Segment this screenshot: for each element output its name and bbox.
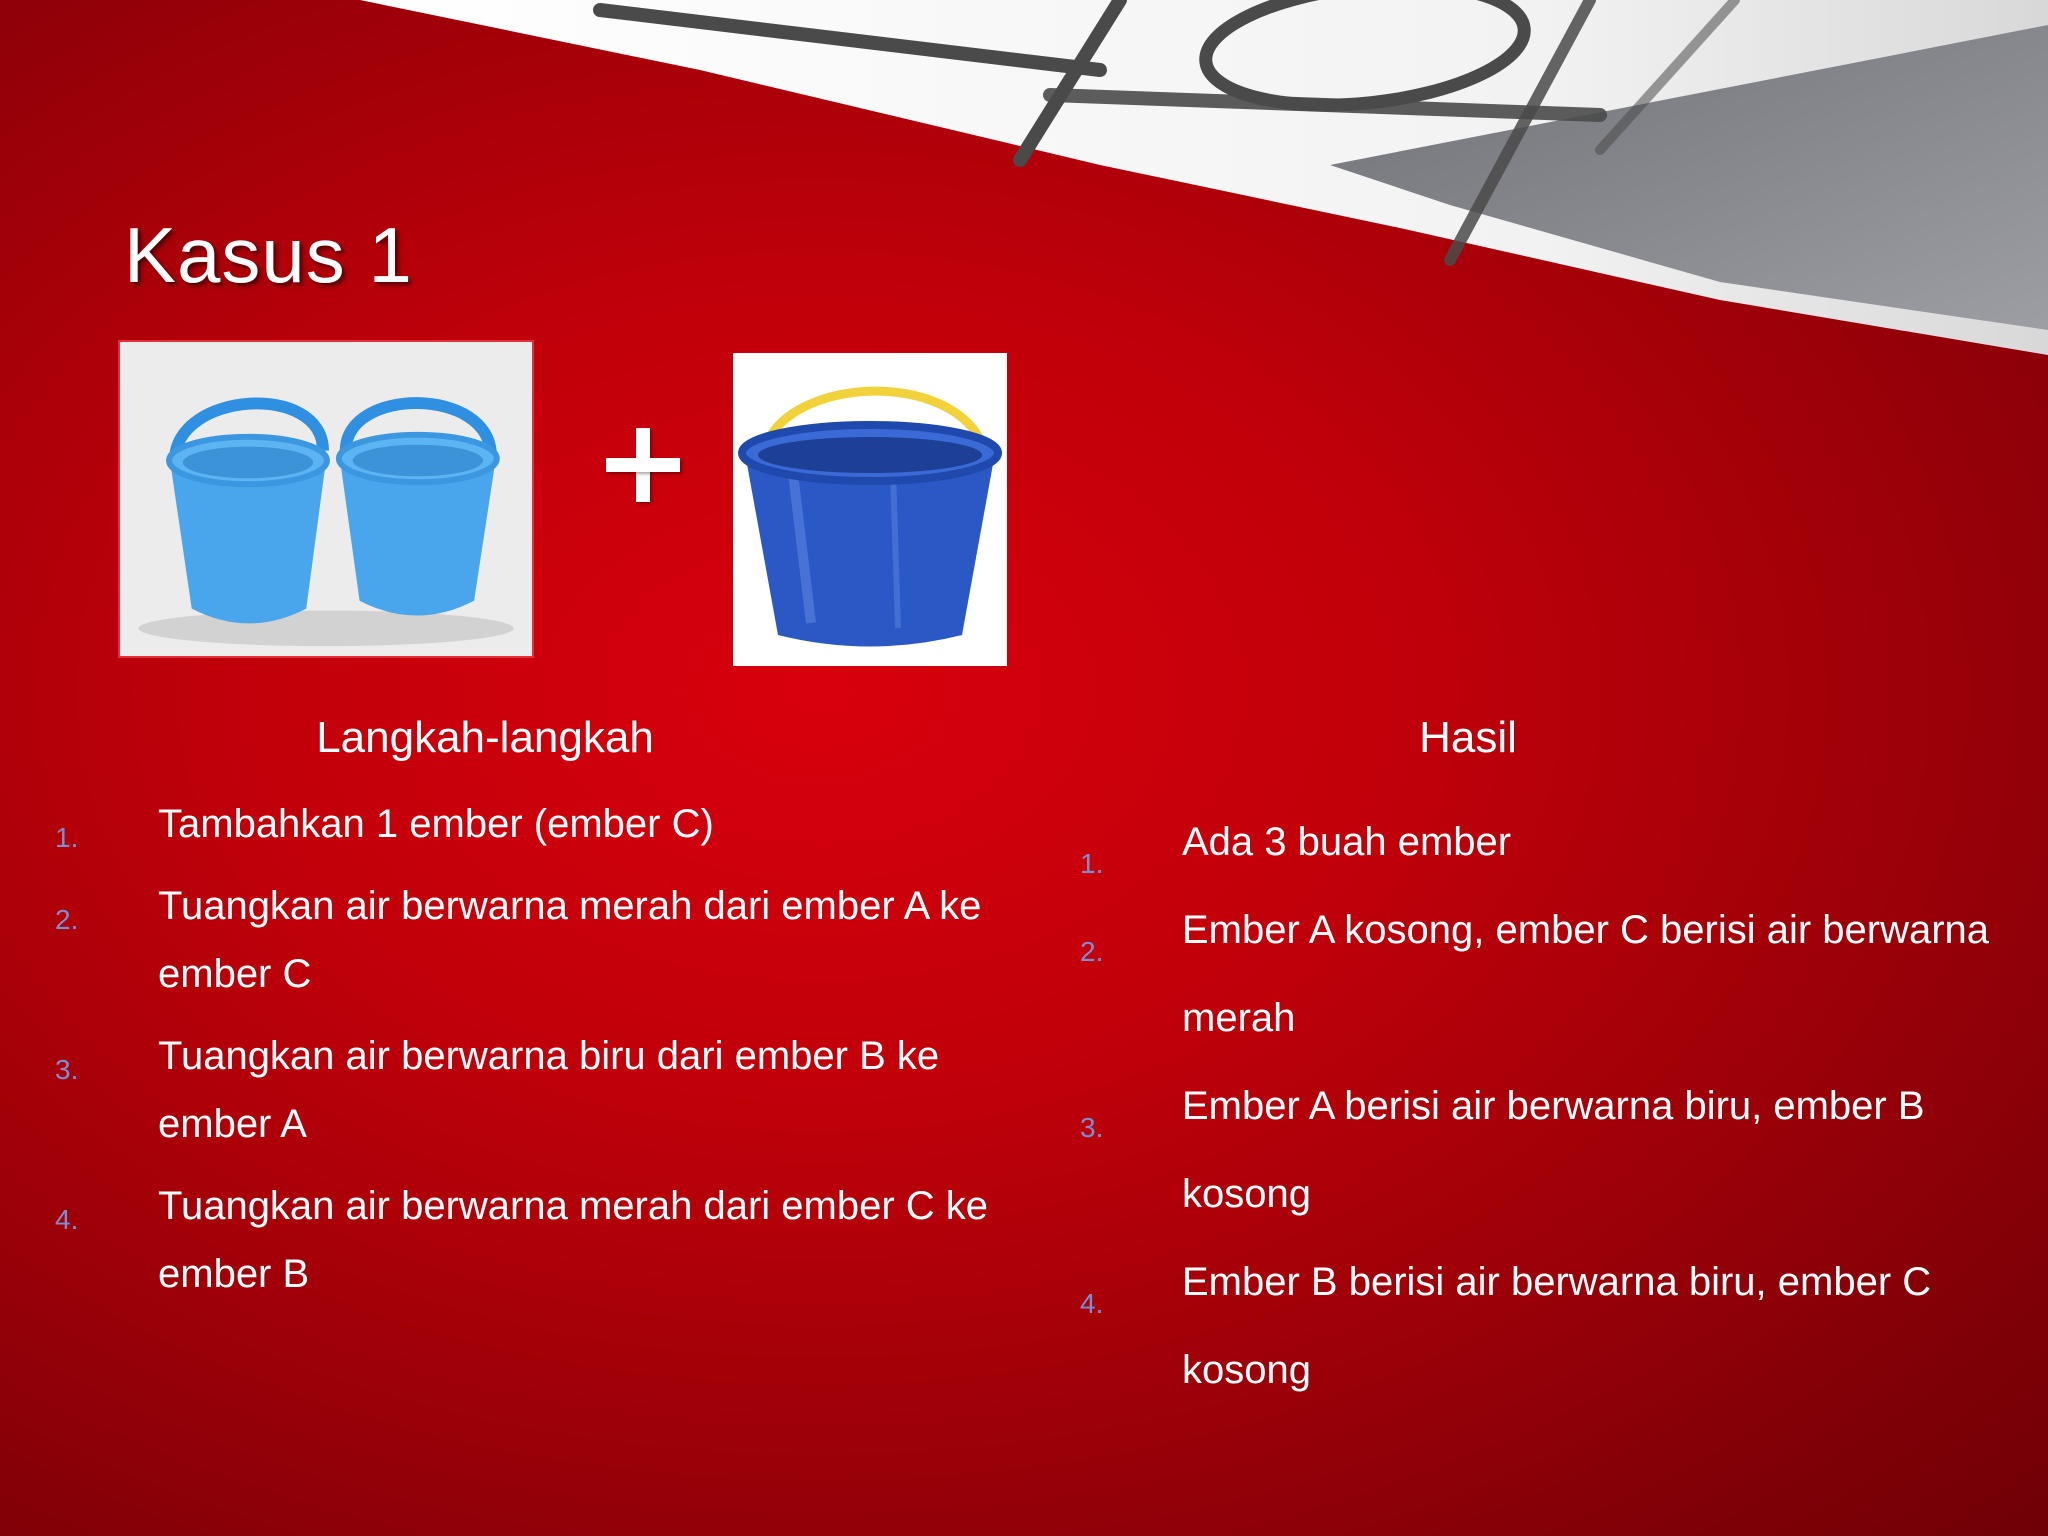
- list-item: [0, 790, 1030, 858]
- list-item: [1060, 1062, 2040, 1238]
- list-number: 2.: [1080, 936, 1104, 967]
- plus-icon: [598, 420, 688, 510]
- list-item: [0, 872, 1030, 1008]
- list-item: [0, 1172, 1030, 1308]
- list-item: [1060, 886, 2040, 1062]
- results-list: [1060, 798, 2040, 1414]
- steps-list: [0, 790, 1030, 1322]
- list-number: 1.: [55, 822, 79, 853]
- list-item-text: Tuangkan air berwarna merah dari ember C ke ember B: [158, 1184, 989, 1296]
- list-number: 2.: [55, 904, 79, 935]
- list-number: 4.: [55, 1204, 79, 1235]
- blue-bucket-yellow-handle-illustration: [733, 353, 1007, 666]
- steps-heading: Langkah-langkah: [316, 713, 654, 762]
- buckets-ab-image: [118, 340, 534, 658]
- list-item-text: Tuangkan air berwarna merah dari ember A ke ember C: [158, 884, 982, 996]
- list-item-text: Ember A kosong, ember C berisi air berwarna merah: [1182, 908, 1990, 1040]
- list-number: 3.: [55, 1054, 79, 1085]
- list-item-text: Tambahkan 1 ember (ember C): [158, 802, 714, 846]
- list-number: 1.: [1080, 848, 1104, 879]
- results-heading: Hasil: [1419, 713, 1517, 762]
- two-blue-buckets-illustration: [120, 342, 532, 656]
- list-number: 4.: [1080, 1288, 1104, 1319]
- list-number: 3.: [1080, 1112, 1104, 1143]
- list-item-text: Tuangkan air berwarna biru dari ember B ke ember A: [158, 1034, 940, 1146]
- slide-title: Kasus 1: [124, 211, 413, 299]
- list-item: [1060, 1238, 2040, 1414]
- list-item: [0, 1022, 1030, 1158]
- list-item: [1060, 798, 2040, 886]
- bucket-c-image: [733, 353, 1007, 666]
- list-item-text: Ember B berisi air berwarna biru, ember C kosong: [1182, 1260, 1932, 1392]
- list-item-text: Ada 3 buah ember: [1182, 820, 1512, 864]
- list-item-text: Ember A berisi air berwarna biru, ember B kosong: [1182, 1084, 1925, 1216]
